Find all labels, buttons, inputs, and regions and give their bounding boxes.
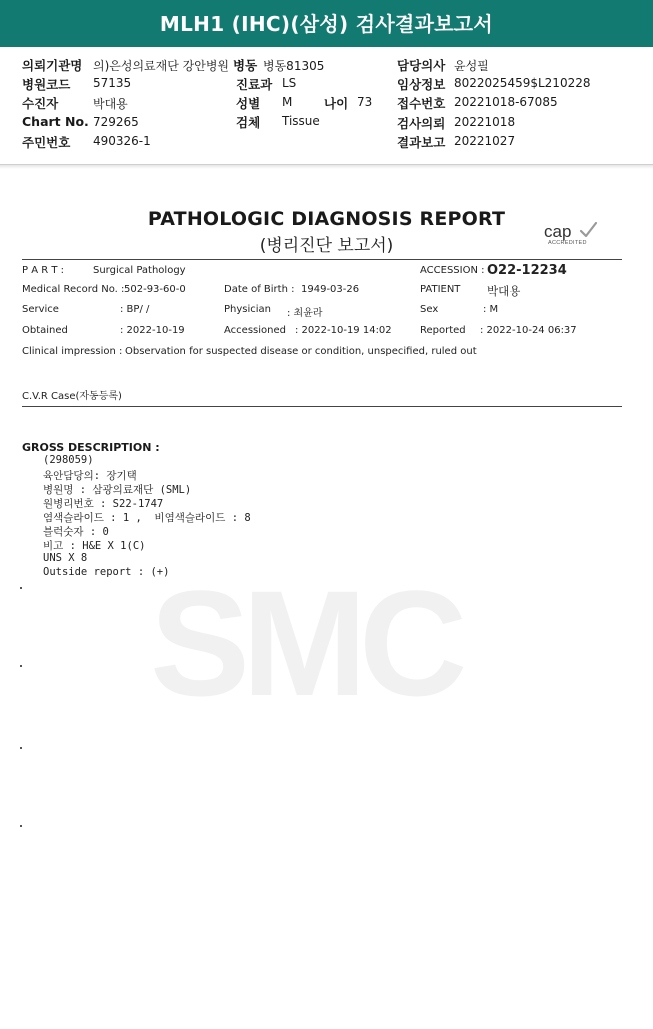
clinical-impression-value: Observation for suspected disease or condition, unspecified, ruled out: [125, 346, 477, 357]
hospital-code-value: 57135: [93, 76, 132, 90]
request-date-label: 검사의뢰: [397, 116, 446, 131]
gross-line: 비고 : H&E X 1(C): [43, 540, 146, 552]
report-date-value: 20221027: [454, 134, 516, 148]
service-value: : BP/ /: [120, 304, 150, 315]
patient-value: 박대용: [93, 97, 128, 111]
report-top-rule: [22, 259, 622, 260]
doctor-label: 담당의사: [397, 58, 446, 73]
reported-value: : 2022-10-24 06:37: [480, 325, 577, 336]
sex-value: M: [282, 95, 293, 109]
reported-label: Reported: [420, 325, 466, 336]
smc-watermark: SMC: [150, 559, 460, 727]
patient-label: 수진자: [22, 96, 59, 111]
gross-line: 염색슬라이드 : 1 , 비염색슬라이드 : 8: [43, 512, 251, 524]
specimen-value: Tissue: [282, 114, 320, 128]
cvr-case: C.V.R Case(자동등록): [22, 391, 122, 402]
report-heading-en: PATHOLOGIC DIAGNOSIS REPORT: [147, 208, 506, 230]
physician-label: Physician: [224, 304, 272, 315]
hospital-label: 의뢰기관명: [22, 58, 83, 73]
request-info-header: [0, 47, 653, 165]
request-date-value: 20221018: [454, 115, 516, 129]
clinical-info-label: 임상정보: [397, 77, 446, 92]
cap-logo-subtext: ACCREDITED: [548, 240, 587, 246]
accessioned-label: Accessioned: [224, 325, 286, 336]
hospital-value: 의)은성의료재단 강안병원: [93, 59, 230, 73]
resident-no-value: 490326-1: [93, 134, 151, 148]
part-label: P A R T :: [22, 265, 65, 276]
report-bottom-rule: [22, 406, 622, 407]
gross-line: 블럭숫자 : 0: [43, 526, 109, 538]
report-sex-label: Sex: [420, 304, 439, 315]
obtained-value: : 2022-10-19: [120, 325, 185, 336]
patient-name-label: PATIENT: [420, 284, 461, 295]
obtained-label: Obtained: [22, 325, 68, 336]
resident-no-label: 주민번호: [22, 135, 71, 150]
gross-description-heading: GROSS DESCRIPTION :: [22, 441, 160, 454]
chart-no-value: 729265: [93, 115, 139, 129]
gross-line: (298059): [43, 454, 94, 466]
accession-value: O22-12234: [487, 263, 567, 278]
doctor-value: 윤성필: [454, 59, 489, 73]
age-value: 73: [357, 95, 373, 109]
accessioned-value: : 2022-10-19 14:02: [295, 325, 392, 336]
dept-value: LS: [282, 76, 297, 90]
page-dot: [20, 665, 22, 667]
ward-label: 병동: [233, 58, 258, 73]
service-label: Service: [22, 304, 59, 315]
clinical-info-value: 8022025459$L210228: [454, 76, 591, 90]
ward-value: 병동81305: [263, 59, 325, 73]
cap-logo-text: cap: [544, 222, 572, 241]
reception-no-value: 20221018-67085: [454, 95, 558, 109]
dob-label: Date of Birth :: [224, 284, 295, 295]
gross-line: 육안담당의: 장기택: [43, 470, 137, 482]
cap-accredited-logo: [544, 222, 600, 250]
part-value: Surgical Pathology: [93, 265, 186, 276]
page-dot: [20, 747, 22, 749]
gross-line: Outside report : (+): [43, 566, 170, 578]
checkmark-icon: [578, 220, 598, 240]
accession-label: ACCESSION :: [420, 265, 485, 276]
dept-label: 진료과: [236, 77, 273, 92]
hospital-code-label: 병원코드: [22, 77, 71, 92]
gross-line: 원병리번호 : S22-1747: [43, 498, 164, 510]
report-heading-ko: (병리진단 보고서): [259, 236, 394, 256]
mrn-label: Medical Record No. :: [22, 284, 125, 295]
specimen-label: 검체: [236, 115, 261, 130]
sex-label: 성별: [236, 96, 261, 111]
patient-name-value: 박대용: [487, 284, 521, 298]
reception-no-label: 접수번호: [397, 96, 446, 111]
report-title: MLH1 (IHC)(삼성) 검사결과보고서: [0, 0, 653, 47]
age-label: 나이: [324, 96, 349, 111]
report-date-label: 결과보고: [397, 135, 446, 150]
gross-line: UNS X 8: [43, 552, 88, 564]
gross-line: 병원명 : 삼광의료재단 (SML): [43, 484, 192, 496]
chart-no-label: Chart No.: [22, 114, 89, 129]
physician-value: : 최윤라: [287, 308, 323, 319]
report-sex-value: : M: [483, 304, 499, 315]
mrn-value: 502-93-60-0: [124, 284, 186, 295]
header-shadow: [0, 165, 653, 169]
dob-value: 1949-03-26: [301, 284, 360, 295]
page-dot: [20, 825, 22, 827]
page-dot: [20, 587, 22, 589]
clinical-impression-label: Clinical impression :: [22, 346, 123, 357]
